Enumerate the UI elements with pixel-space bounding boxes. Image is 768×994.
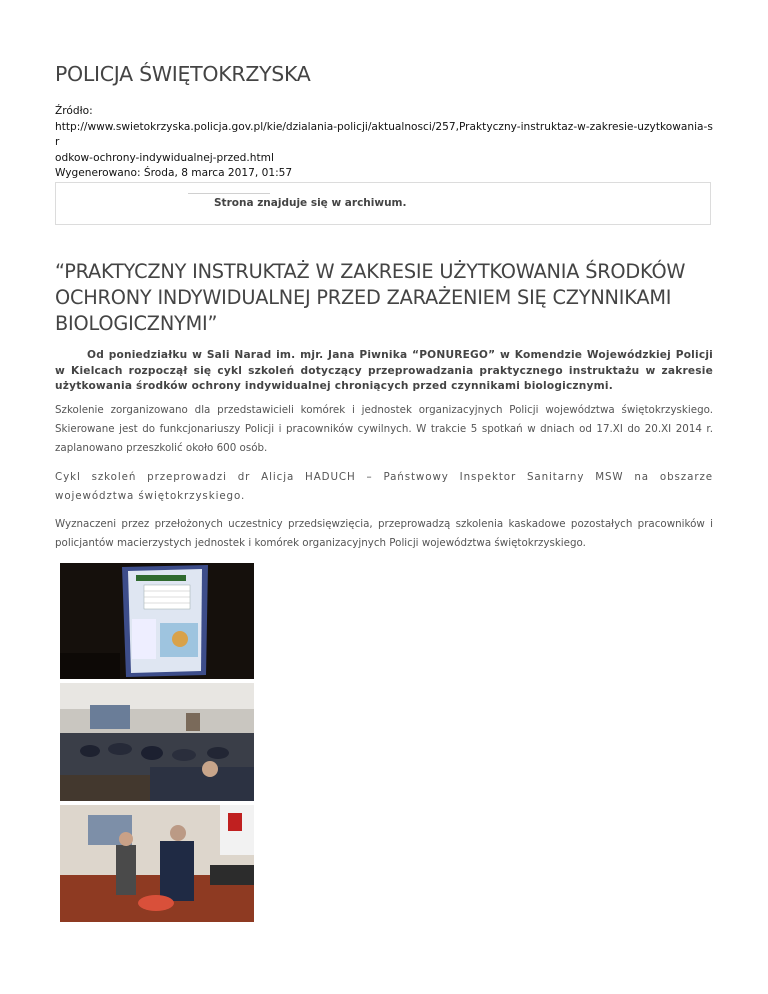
source-label: Źródło: (55, 105, 93, 117)
source-url[interactable] (55, 120, 715, 167)
photo-equipment-demonstration[interactable] (60, 805, 254, 922)
archive-notice: Strona znajduje się w archiwum. (214, 197, 407, 209)
generated-date: Wygenerowano: Środa, 8 marca 2017, 01:57 (55, 167, 293, 179)
photo-conference-room[interactable] (60, 683, 254, 801)
archive-notice-box (55, 182, 711, 225)
source-url-line1[interactable]: http://www.swietokrzyska.policja.gov.pl/kie/dzialania-policji/aktualnosci/257,Praktyczny-instruktaz-w-zakresie-uzytkowania-sr (55, 120, 713, 148)
article-paragraph: Szkolenie zorganizowano dla przedstawicieli komórek i jednostek organizacyjnych Policji województwa świętokrzyskiego. Skierowane jest do funkcjonariuszy Policji i pracowników cywilnych. W trakcie 5 spotkań w dniach od 17.XI do 20.XI 2014 r. zaplanowano przeszkolić około 600 osób. (55, 404, 713, 454)
article-paragraph: Cykl szkoleń przeprowadzi dr Alicja HADUCH – Państwowy Inspektor Sanitarny MSW na obszarze województwa świętokrzyskiego. (55, 471, 713, 502)
divider (188, 193, 270, 194)
source-meta (55, 104, 715, 182)
article-lead: Od poniedziałku w Sali Narad im. mjr. Jana Piwnika “PONUREGO” w Komendzie Wojewódzkiej Policji w Kielcach rozpoczął się cykl szkoleń dotyczący przeprowadzania praktycznego instruktażu w zakresie użytkowania środków ochrony indywidualnej chroniących przed czynnikami biologicznymi. (55, 349, 713, 392)
source-url-line2[interactable]: odkow-ochrony-indywidualnej-przed.html (55, 151, 274, 164)
photo-presentation-slide[interactable] (60, 563, 254, 679)
article-title: “PRAKTYCZNY INSTRUKTAŻ W ZAKRESIE UŻYTKOWANIA ŚRODKÓW OCHRONY INDYWIDUALNEJ PRZED ZARAŻENIEM SIĘ CZYNNIKAMI BIOLOGICZNYMI” (55, 260, 686, 335)
site-title[interactable]: POLICJA ŚWIĘTOKRZYSKA (55, 62, 311, 86)
article-paragraph: Wyznaczeni przez przełożonych uczestnicy przedsięwzięcia, przeprowadzą szkolenia kaskadowe pozostałych pracowników i policjantów macierzystych jednostek i komórek organizacyjnych Policji województwa świętokrzyskiego. (55, 518, 713, 549)
